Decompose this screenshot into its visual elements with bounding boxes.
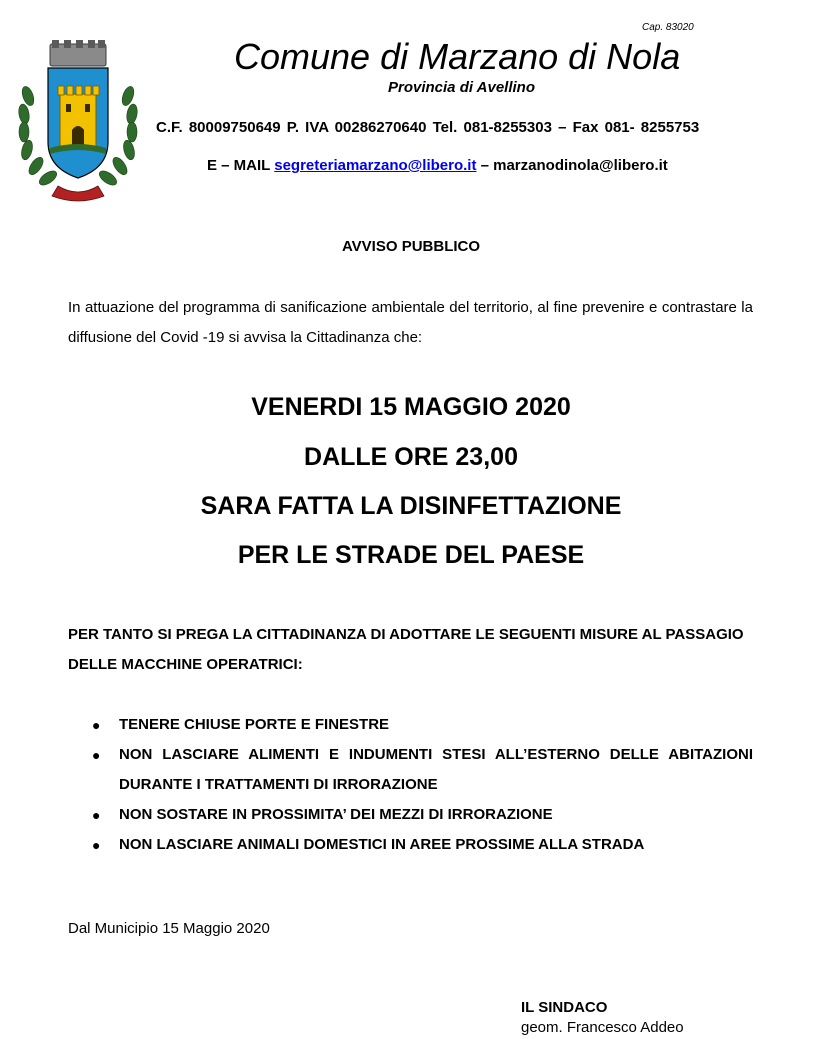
signer-name: geom. Francesco Addeo <box>521 1019 684 1036</box>
province: Provincia di Avellino <box>388 79 535 96</box>
measure-text: TENERE CHIUSE PORTE E FINESTRE <box>119 716 390 733</box>
page-title: Comune di Marzano di Nola <box>234 36 681 77</box>
email-suffix: – marzanodinola@libero.it <box>476 157 668 174</box>
measure-text: NON LASCIARE ALIMENTI E INDUMENTI STESI ALL’ESTERNO DELLE ABITAZIONI DURANTE I TRATTAMENTI DI IRRORAZIONE <box>119 746 753 793</box>
signer-title: IL SINDACO <box>521 999 608 1016</box>
issue-date: Dal Municipio 15 Maggio 2020 <box>68 920 270 937</box>
headline-disinfection: SARA FATTA LA DISINFETTAZIONE <box>200 492 622 520</box>
notice-intro: In attuazione del programma di sanificazione ambientale del territorio, al fine prevenire e contrastare la diffusione del Covid -19 si avvisa la Cittadinanza che: <box>68 299 753 346</box>
measures-list <box>90 710 753 860</box>
email-link[interactable]: segreteriamarzano@libero.it <box>274 157 477 174</box>
request-text: PER TANTO SI PREGA LA CITTADINANZA DI ADOTTARE LE SEGUENTI MISURE AL PASSAGIO DELLE MACCHINE OPERATRICI: <box>68 626 744 673</box>
bullet-icon: ● <box>92 747 101 763</box>
email-prefix: E – MAIL <box>207 157 275 174</box>
measure-text: NON SOSTARE IN PROSSIMITA’ DEI MEZZI DI IRRORAZIONE <box>119 806 553 823</box>
notice-heading: AVVISO PUBBLICO <box>341 238 481 255</box>
list-item <box>90 740 753 800</box>
list-item <box>90 800 753 830</box>
list-item <box>90 830 753 860</box>
headline-date: VENERDI 15 MAGGIO 2020 <box>251 393 571 421</box>
bullet-icon: ● <box>92 807 101 823</box>
headline-time: DALLE ORE 23,00 <box>304 443 518 471</box>
measure-text: NON LASCIARE ANIMALI DOMESTICI IN AREE PROSSIME ALLA STRADA <box>119 836 645 853</box>
fiscal-info: C.F. 80009750649 P. IVA 00286270640 Tel. 081-8255303 – Fax 081- 8255753 <box>156 119 700 136</box>
list-item <box>90 710 753 740</box>
bullet-icon: ● <box>92 717 101 733</box>
email-line <box>207 157 668 174</box>
bullet-icon: ● <box>92 837 101 853</box>
coat-of-arms-icon <box>14 36 142 204</box>
postal-code: Cap. 83020 <box>642 22 694 33</box>
headline-streets: PER LE STRADE DEL PAESE <box>237 541 585 569</box>
